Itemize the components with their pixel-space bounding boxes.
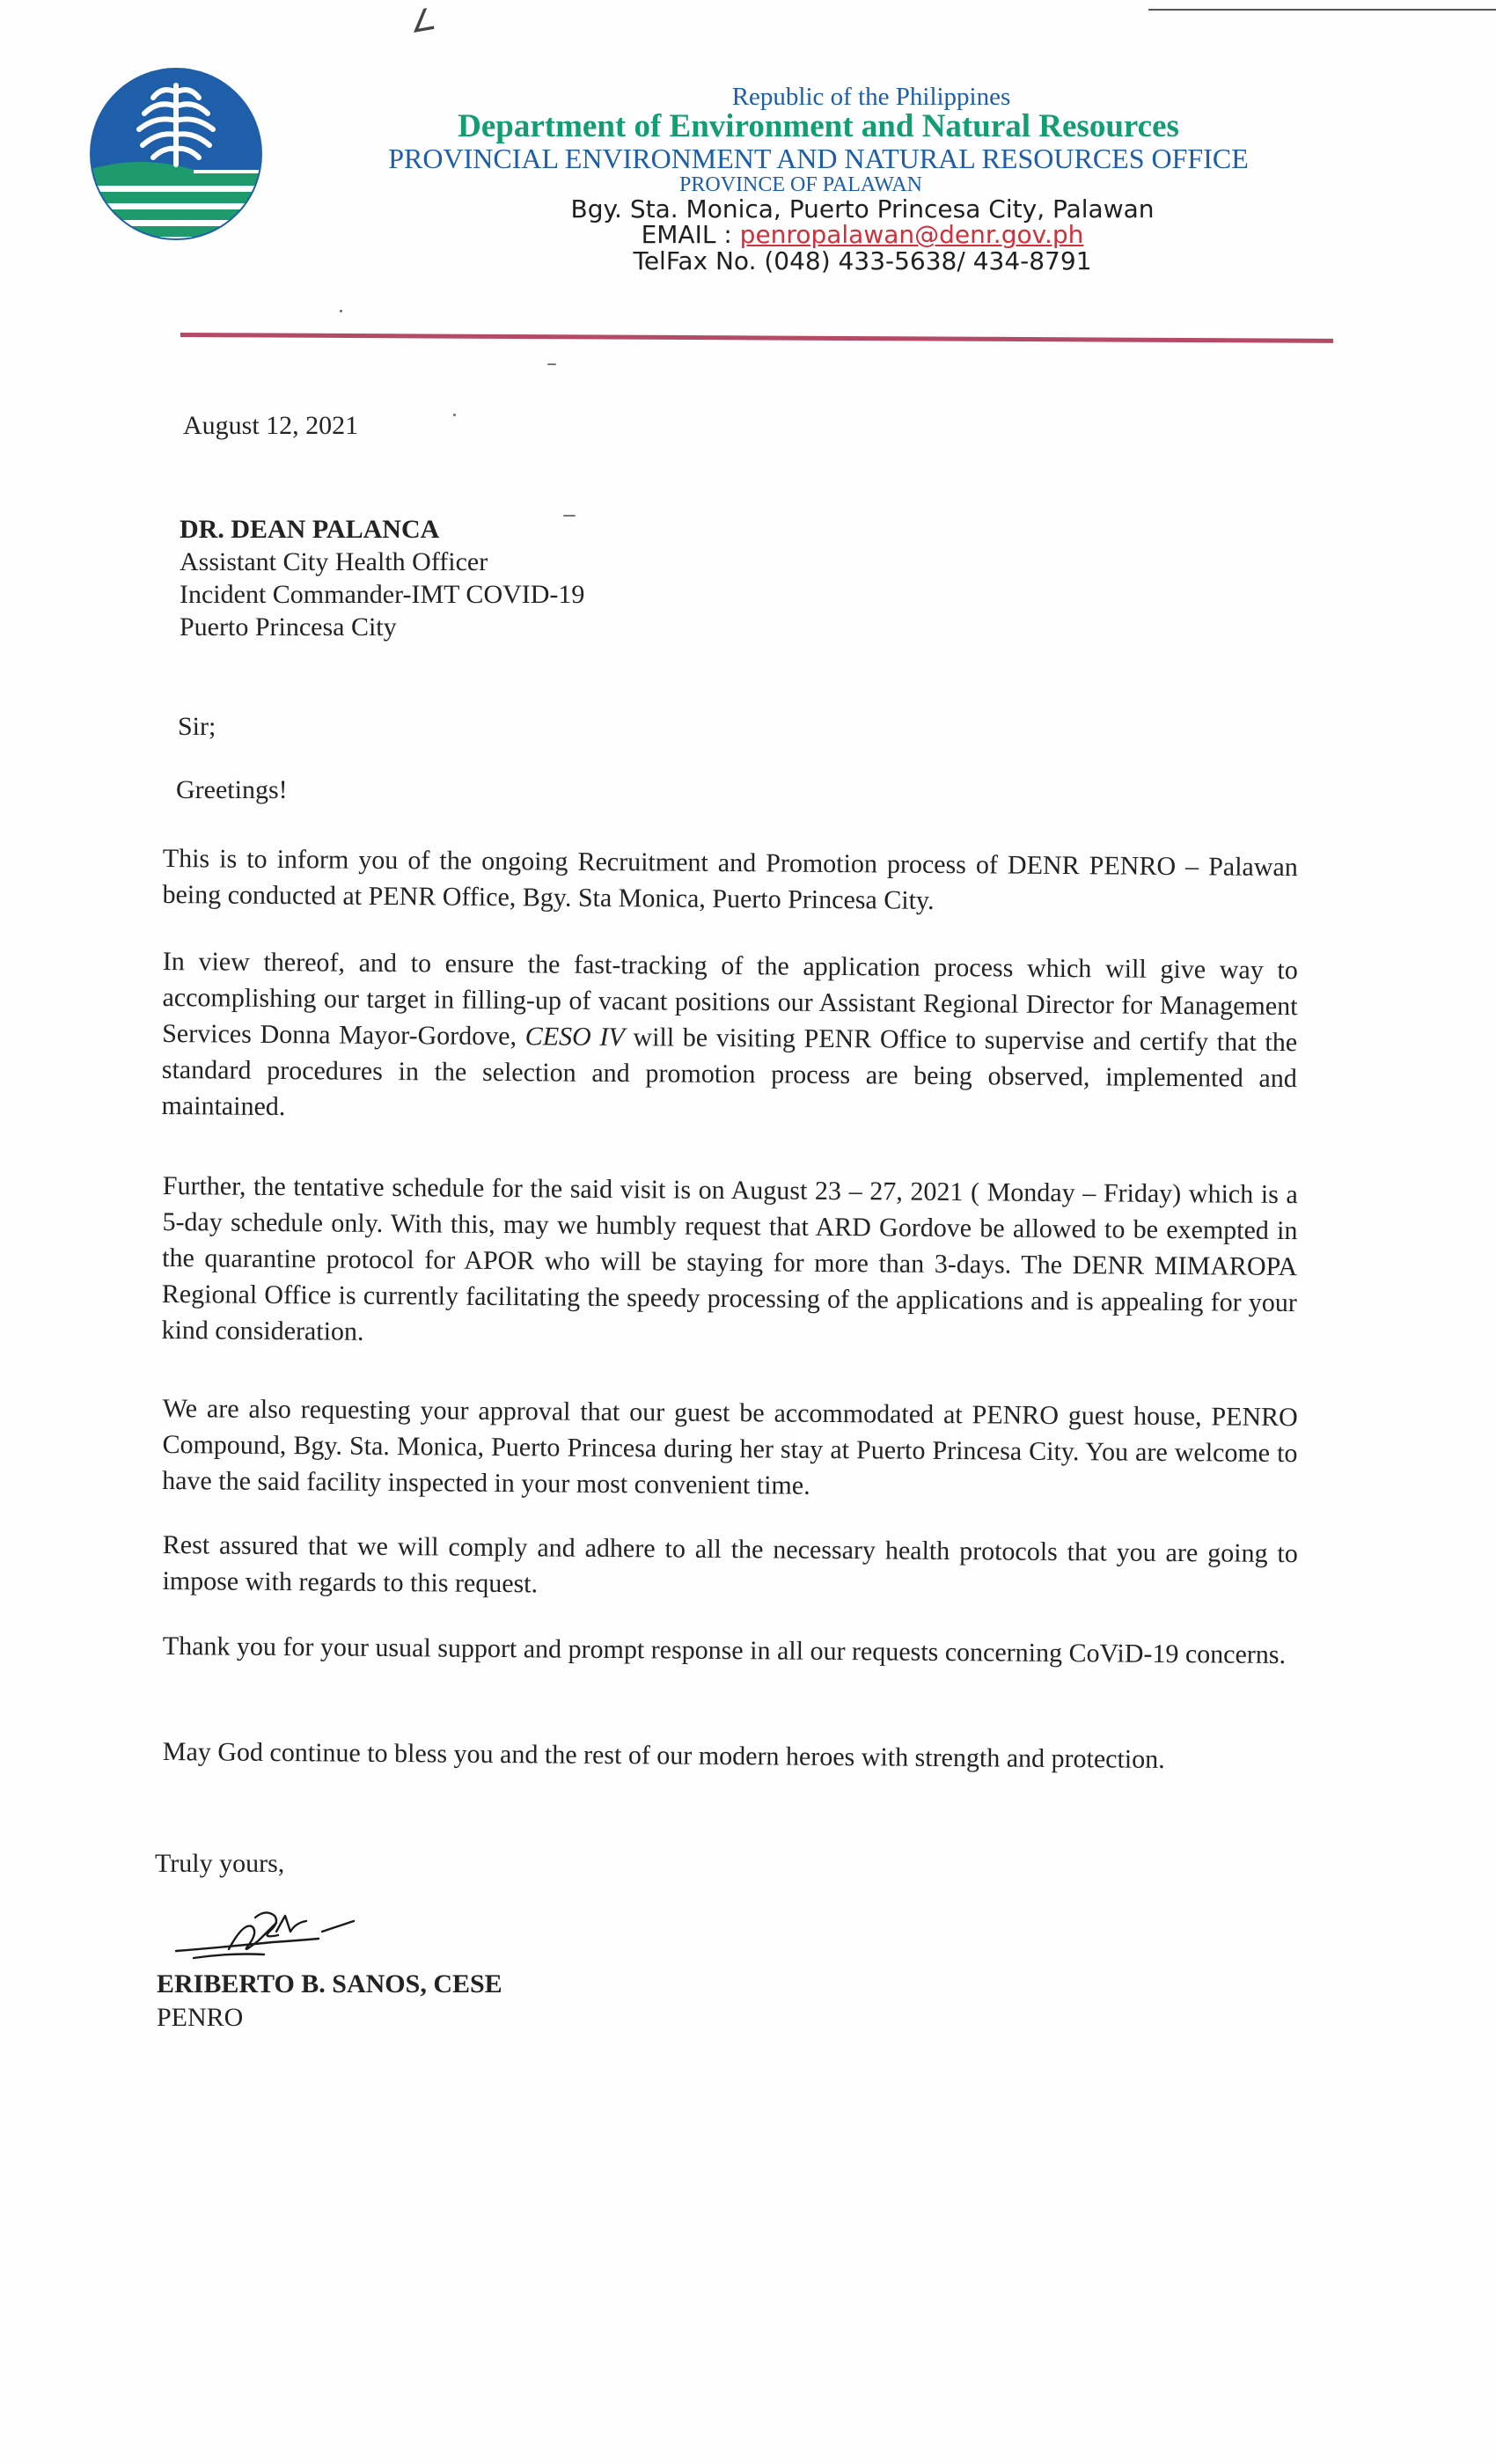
header-divider xyxy=(180,333,1333,343)
telfax-line: TelFax No. (048) 433-5638/ 434-8791 xyxy=(633,246,1092,275)
email-link[interactable]: penropalawan@denr.gov.ph xyxy=(739,220,1084,250)
paragraph-2-text-b: will be visiting PENR Office to supervise and certify that the standard procedures in the selection and promotion process are being observed, implemented and maintained. xyxy=(161,1023,1298,1122)
scan-speck xyxy=(563,515,576,517)
signer-name: ERIBERTO B. SANOS, CESE xyxy=(157,1969,502,1998)
paragraph-2-text-a: In view thereof, and to ensure the fast-tracking of the application process which will give way to accomplishing our target in filling-up of vacant positions our Assistant Regional Director for Management Services Donna Mayor-Gordove, xyxy=(162,946,1298,1052)
denr-logo-icon xyxy=(88,66,264,242)
office-address: Bgy. Sta. Monica, Puerto Princesa City, Palawan xyxy=(570,194,1155,224)
closing: Truly yours, xyxy=(155,1849,285,1878)
recipient-name: DR. DEAN PALANCA xyxy=(180,515,440,544)
office-name: PROVINCIAL ENVIRONMENT AND NATURAL RESOURCES OFFICE xyxy=(388,143,1249,175)
scan-speck xyxy=(547,363,556,365)
paragraph-2-ceso: CESO IV xyxy=(524,1022,625,1052)
salutation: Sir; xyxy=(178,712,216,741)
letter-date: August 12, 2021 xyxy=(183,411,359,440)
paragraph-1: This is to inform you of the ongoing Recruitment and Promotion process of DENR PENRO – Palawan being conducted at PENR Office, Bgy. Sta Monica, Puerto Princesa City. xyxy=(162,843,1298,915)
greeting: Greetings! xyxy=(176,775,288,804)
republic-line: Republic of the Philippines xyxy=(731,83,1011,111)
recipient-role: Incident Commander-IMT COVID-19 xyxy=(180,580,585,609)
recipient-block xyxy=(180,513,584,643)
handwritten-mark: ∠ xyxy=(406,1,439,41)
paragraph-3: Further, the tentative schedule for the said visit is on August 23 – 27, 2021 ( Monday – Friday) which is a 5-day schedule only. With this, may we humbly request that ARD Gordove be allowed to be exempted in the quarantine protocol for APOR who will be staying for more than 3-days. The DENR MIMAROPA Regional Office is currently facilitating the speedy processing of the applications and is appealing for your kind consideration. xyxy=(161,1170,1298,1346)
email-label: EMAIL : xyxy=(641,220,740,250)
email-row xyxy=(414,220,1311,250)
signer-block xyxy=(157,1968,502,2035)
paragraph-2 xyxy=(161,943,1298,1133)
paragraph-4: We are also requesting your approval that our guest be accommodated at PENRO guest house, PENRO Compound, Bgy. Sta. Monica, Puerto Princesa during her stay at Puerto Princesa City. You are welcome to have the said facility inspected in your most convenient time. xyxy=(162,1393,1298,1500)
signer-position: PENRO xyxy=(157,2003,244,2032)
scan-speck xyxy=(340,310,342,312)
letterhead xyxy=(326,84,1311,274)
department-name: Department of Environment and Natural Resources xyxy=(458,108,1179,145)
signature-icon xyxy=(167,1896,396,1976)
paragraph-5: Rest assured that we will comply and adhere to all the necessary health protocols that you are going to impose with regards to this request. xyxy=(162,1529,1298,1599)
top-edge-line xyxy=(1148,9,1496,11)
scan-speck xyxy=(453,414,456,416)
recipient-title: Assistant City Health Officer xyxy=(180,547,488,576)
province-line: PROVINCE OF PALAWAN xyxy=(679,172,922,196)
paragraph-7: May God continue to bless you and the rest of our modern heroes with strength and protection. xyxy=(162,1736,1165,1774)
paragraph-6: Thank you for your usual support and prompt response in all our requests concerning CoViD-19 concerns. xyxy=(162,1631,1287,1670)
recipient-city: Puerto Princesa City xyxy=(180,612,397,642)
